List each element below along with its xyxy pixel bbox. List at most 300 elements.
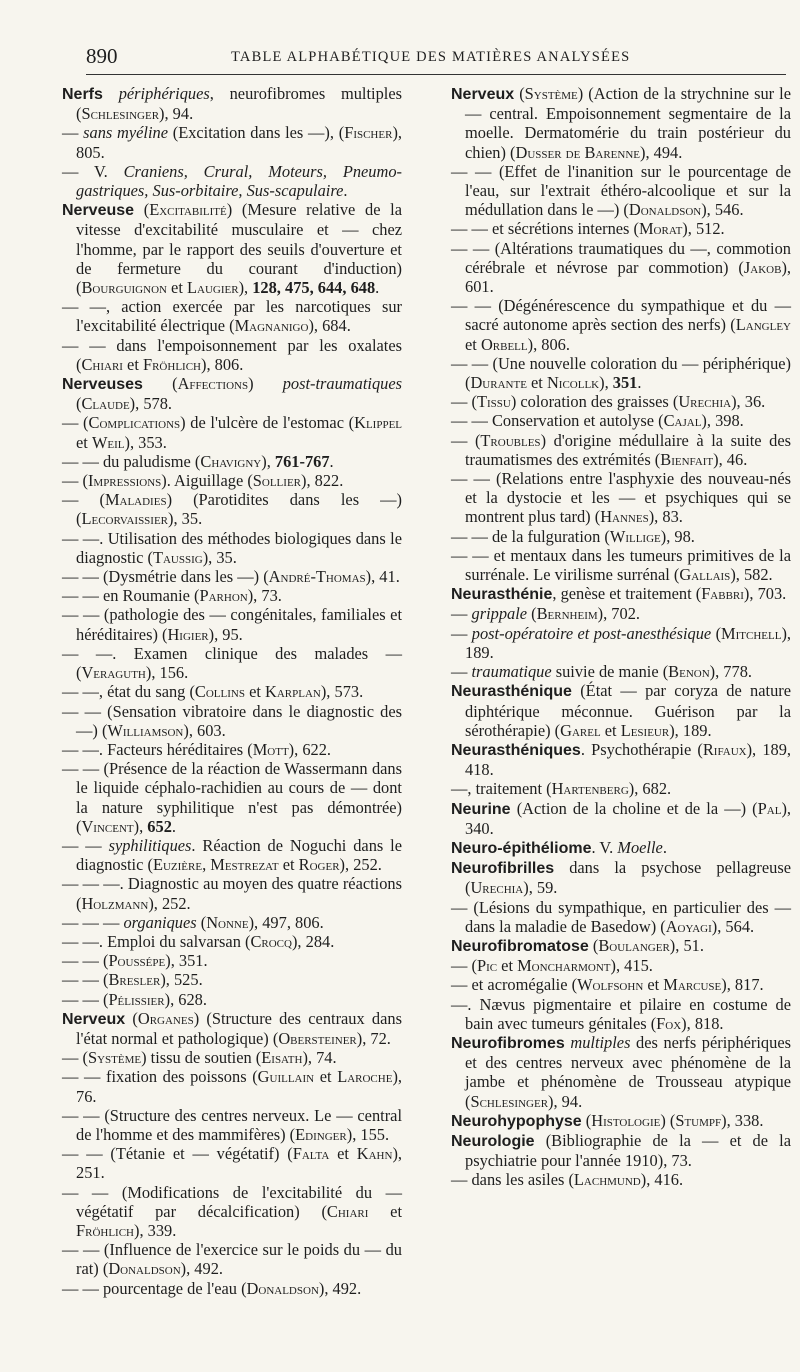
entry-text: ), 340.	[465, 798, 791, 838]
index-entry	[62, 490, 402, 528]
entry-text: — — (	[62, 989, 109, 1009]
entry-text: (Action de la choline et de la —) (	[510, 798, 758, 818]
author-name: Système	[87, 1048, 142, 1068]
author-name: Weil	[91, 432, 125, 452]
entry-text: ) coloration des graisses (	[510, 392, 679, 412]
entry-text: ) (Structure des centraux dans l'état normal et pathologique) (	[76, 1008, 402, 1048]
author-name: Moncharmont	[517, 956, 611, 976]
author-name: Higier	[167, 624, 209, 644]
entry-text: .	[329, 451, 334, 471]
entry-text: ,	[202, 855, 211, 875]
entry-text: ), 682.	[628, 779, 672, 799]
author-name: Hartenberg	[551, 779, 629, 799]
entry-text: et	[526, 373, 547, 393]
entry-headword: Neuro-épithéliome	[451, 839, 592, 857]
entry-text: (	[134, 200, 150, 220]
author-name: Excitabilité	[149, 200, 227, 220]
index-entry	[451, 740, 791, 779]
entry-text: — — —. Diagnostic au moyen des quatre réactions (	[62, 874, 402, 913]
entry-text: ), 546.	[701, 200, 744, 220]
entry-text: . Psychothérapie (	[580, 739, 703, 759]
entry-text: dans la psychose pellagreuse (	[465, 858, 791, 898]
entry-text: — — dans l'empoisonnement par les oxalates (	[62, 335, 402, 374]
author-name: Wolfsohn	[577, 975, 644, 995]
italic-term: syphilitiques	[108, 835, 192, 855]
entry-text: ), 59.	[523, 878, 558, 898]
index-column-left	[62, 84, 402, 1298]
index-entry	[62, 932, 402, 951]
entry-text: ), 35.	[202, 547, 237, 567]
entry-text: et	[465, 334, 481, 354]
author-name: Mott	[252, 739, 289, 759]
entry-text: ), 573.	[320, 682, 364, 702]
entry-text: — (	[62, 490, 105, 510]
entry-text: — — et sécrétions internes (	[451, 219, 639, 239]
index-entry	[451, 584, 791, 604]
author-name: Collins	[194, 682, 245, 702]
index-entry	[451, 838, 791, 858]
entry-text: ), 72.	[356, 1028, 391, 1048]
author-name: Kahn	[356, 1144, 393, 1164]
author-name: Gallais	[679, 565, 731, 585]
author-name: Chiari	[81, 354, 123, 374]
entry-text: ) de l'ulcère de l'estomac (	[180, 413, 355, 433]
index-entry	[451, 1033, 791, 1111]
index-entry	[451, 956, 791, 975]
entry-text: ), 46.	[713, 449, 748, 469]
entry-text: et	[329, 1144, 357, 1164]
entry-text: ), 338.	[721, 1110, 764, 1130]
entry-text: .	[662, 837, 667, 857]
entry-text: — —. Emploi du salvarsan (	[62, 931, 251, 951]
index-entry	[451, 975, 791, 994]
entry-text: (	[588, 935, 599, 955]
author-name: Fox	[656, 1013, 682, 1033]
entry-text: ), 806.	[527, 334, 570, 354]
entry-text: .	[375, 278, 380, 298]
entry-text: — (	[62, 1048, 88, 1068]
index-entry	[451, 1111, 791, 1131]
author-name: Fabbri	[701, 584, 744, 604]
index-entry	[451, 162, 791, 220]
index-entry	[62, 1144, 402, 1182]
author-name: Dusser de Barenne	[515, 142, 640, 162]
entry-text: (	[125, 1008, 138, 1028]
entry-text: — — (Dysmétrie dans les —) (	[62, 567, 269, 587]
index-entry	[62, 605, 402, 643]
index-entry	[62, 471, 402, 490]
author-name: Obersteiner	[278, 1028, 357, 1048]
index-entry	[451, 219, 791, 238]
author-name: Cajal	[663, 411, 702, 431]
author-name: Impressions	[87, 471, 162, 491]
author-name: Nicollk	[546, 373, 600, 393]
author-name: Bresler	[108, 970, 161, 990]
index-entry	[451, 858, 791, 897]
author-name: Donaldson	[628, 200, 702, 220]
entry-text: et	[314, 1067, 338, 1087]
index-entry	[62, 702, 402, 740]
entry-text: ), 822.	[301, 471, 344, 491]
author-name: Vincent	[81, 816, 134, 836]
author-name: Garel	[560, 720, 601, 740]
page-number: 890	[86, 44, 118, 68]
entry-text: ), 73.	[247, 586, 282, 606]
author-name: Williamson	[107, 720, 184, 740]
entry-text: ), 251.	[76, 1144, 403, 1183]
index-entry	[62, 452, 402, 471]
index-entry	[451, 84, 791, 162]
entry-text: ), 622.	[288, 739, 332, 759]
author-name: Pic	[476, 956, 498, 976]
entry-headword: Neurofibromatose	[451, 937, 589, 955]
entry-text: )	[248, 374, 283, 394]
entry-text: suivie de manie (	[551, 662, 669, 682]
italic-term: Craniens, Crural, Moteurs, Pneumo-gastriques, Sus-orbitaire, Sus-scapulaire	[76, 161, 402, 201]
index-entry	[62, 836, 402, 874]
entry-text: ) (Action de la strychnine sur le — central. Empoisonnement segmentaire de la moelle. Dermatomérie du train postérieur du chien) (	[465, 84, 791, 162]
italic-term: grippale	[471, 604, 528, 624]
bold-pages: 761-767	[274, 451, 330, 471]
entry-text: — — (	[62, 970, 109, 990]
author-name: Bernheim	[536, 604, 598, 624]
author-name: Laroche	[337, 1067, 393, 1087]
author-name: Chavigny	[200, 451, 262, 471]
entry-text: ), 51.	[669, 935, 704, 955]
entry-text: — — pourcentage de l'eau (	[62, 1278, 247, 1298]
author-name: Durante	[470, 373, 527, 393]
author-name: Willige	[609, 526, 661, 546]
author-name: Taussig	[152, 547, 203, 567]
entry-text: — —, action exercée par les narcotiques sur l'excitabilité électrique (	[62, 297, 402, 336]
author-name: Claude	[81, 394, 130, 414]
entry-text: ), 189.	[669, 720, 712, 740]
index-entry	[62, 586, 402, 605]
index-entry	[451, 624, 791, 662]
author-name: Pélissier	[108, 989, 165, 1009]
entry-text: ), 492.	[318, 1278, 362, 1298]
entry-text: — (	[451, 392, 477, 412]
entry-text: ),	[133, 816, 148, 836]
entry-text: ), 492.	[180, 1259, 223, 1279]
entry-text: et	[368, 1201, 402, 1221]
bold-pages: 652	[147, 816, 172, 836]
author-name: Holzmann	[81, 893, 149, 913]
entry-text: ), 578.	[129, 394, 173, 414]
index-entry	[451, 681, 791, 740]
italic-term: post-traumatiques	[282, 374, 402, 394]
index-entry	[451, 392, 791, 411]
entry-text: ), 415.	[610, 956, 653, 976]
author-name: Affections	[177, 374, 249, 394]
header-rule	[86, 74, 786, 75]
entry-headword: Neurasthéniques	[451, 741, 581, 759]
entry-text: ), 252.	[148, 893, 191, 913]
entry-text: et	[600, 720, 621, 740]
entry-text: ) tissu de soutien (	[141, 1048, 262, 1068]
bold-pages: 128, 475, 644, 648	[252, 278, 376, 298]
author-name: Troubles	[480, 430, 541, 450]
entry-text: — — (Dégénérescence du sympathique et du — sacré autonome après section des nerfs) (	[451, 296, 791, 335]
author-name: Complications	[88, 413, 181, 433]
entry-text: ), 76.	[76, 1067, 402, 1106]
index-entry	[62, 1067, 402, 1105]
entry-text: — — Conservation et autolyse (	[451, 411, 664, 431]
index-entry	[62, 913, 402, 932]
author-name: Schlesinger	[470, 1091, 549, 1111]
entry-text: — (	[451, 430, 481, 450]
author-name: Boulanger	[598, 935, 670, 955]
index-entry	[62, 1240, 402, 1278]
entry-text	[103, 84, 119, 103]
index-entry	[62, 1183, 402, 1241]
entry-text: et	[166, 278, 187, 298]
index-entry	[62, 123, 402, 161]
author-name: Bourguignon	[81, 278, 167, 298]
entry-text: ),	[261, 451, 275, 471]
entry-text: ), 94.	[159, 104, 194, 124]
entry-text: — et acromégalie (	[451, 975, 578, 995]
author-name: Tissu	[476, 392, 511, 412]
entry-text: et	[76, 432, 92, 452]
running-title: TABLE ALPHABÉTIQUE DES MATIÈRES ANALYSÉES	[231, 49, 631, 65]
index-entry	[62, 644, 402, 682]
entry-text: — — —	[62, 912, 124, 932]
italic-term: organiques	[123, 912, 197, 932]
entry-text: — — du paludisme (	[62, 451, 201, 471]
index-entry	[62, 1279, 402, 1298]
entry-text: ), 702.	[597, 604, 640, 624]
author-name: Guillain	[257, 1067, 315, 1087]
entry-text: ), 189, 418.	[465, 739, 792, 780]
entry-headword: Neurologie	[451, 1132, 535, 1150]
entry-text: ). Aiguillage (	[161, 471, 253, 491]
author-name: Laugier	[186, 278, 239, 298]
index-entry	[62, 162, 402, 200]
author-name: Mitchell	[721, 623, 782, 643]
entry-text: , genèse et traitement (	[552, 584, 702, 604]
author-name: Urechia	[470, 878, 524, 898]
italic-term: post-opératoire et post-anesthésique	[471, 623, 712, 643]
author-name: Système	[524, 84, 578, 103]
entry-text: ), 252.	[339, 855, 382, 875]
author-name: Marcuse	[663, 975, 722, 995]
entry-text: — — (Sensation vibratoire dans le diagnostic des —) (	[62, 701, 402, 740]
index-entry	[62, 413, 402, 451]
entry-text: ), 284.	[291, 931, 335, 951]
entry-text: — —. Examen clinique des malades — (	[62, 643, 402, 683]
entry-text: ), 582.	[730, 565, 773, 585]
entry-headword: Nerveuses	[62, 376, 143, 394]
entry-text: ), 35.	[168, 509, 203, 529]
entry-text: ), 818.	[681, 1013, 724, 1033]
entry-headword: Nerveux	[451, 86, 515, 103]
entry-text: — —. Utilisation des méthodes biologiques dans le diagnostic (	[62, 528, 402, 567]
author-name: Fröhlich	[76, 1220, 135, 1240]
author-name: Nonne	[206, 912, 249, 932]
entry-text: .	[343, 181, 348, 201]
author-name: Histologie	[591, 1110, 661, 1130]
entry-text: ) (	[660, 1110, 676, 1130]
entry-headword: Neurofibromes	[451, 1034, 565, 1052]
italic-term: traumatique	[471, 662, 552, 682]
author-name: Organes	[137, 1008, 194, 1028]
entry-headword: Neurine	[451, 800, 511, 818]
index-entry	[62, 874, 402, 912]
author-name: Fischer	[344, 123, 393, 143]
entry-text: — —, état du sang (	[62, 682, 195, 702]
author-name: Bienfait	[660, 449, 714, 469]
index-entry	[451, 1131, 791, 1170]
entry-text: (	[711, 623, 722, 643]
index-entry	[451, 296, 791, 354]
entry-text: ), 806.	[201, 354, 244, 374]
entry-text: ) (Mesure relative de la vitesse d'excitabilité musculaire et — chez l'homme, par le rapport des seuils d'ouverture et de fermeture du courant d'induction) (	[76, 200, 402, 298]
author-name: Lachmund	[573, 1170, 641, 1190]
author-name: Crocq	[250, 931, 292, 951]
italic-term: sans myéline	[83, 123, 168, 143]
page-header	[86, 44, 786, 70]
entry-text: ),	[238, 278, 253, 298]
index-entry	[62, 1106, 402, 1144]
author-name: Veraguth	[81, 663, 146, 683]
index-entry	[451, 662, 791, 681]
entry-text: (Excitation dans les —), (	[168, 123, 345, 143]
author-name: Roger	[298, 855, 340, 875]
author-name: Sollier	[252, 471, 301, 491]
author-name: Hannes	[600, 507, 649, 527]
author-name: Edinger	[295, 1124, 347, 1144]
entry-text: des nerfs périphériques et des centres nerveux avec phénomène de la jambe et phénomène de Trousseau atypique (	[465, 1032, 791, 1111]
author-name: Falta	[292, 1144, 330, 1164]
index-entry	[451, 898, 791, 936]
index-entry	[451, 936, 791, 956]
author-name: Magnanigo	[234, 316, 309, 336]
entry-text: — — (Influence de l'exercice sur le poids du — du rat) (	[62, 1240, 402, 1279]
entry-text: ), 41.	[365, 567, 400, 587]
author-name: Lecorvaissier	[81, 509, 169, 529]
entry-text: ), 684.	[308, 316, 351, 336]
index-entry	[451, 527, 791, 546]
entry-text: (	[196, 912, 207, 932]
entry-text: —	[451, 604, 472, 624]
index-entry	[62, 1048, 402, 1067]
entry-text: ), 353.	[124, 432, 167, 452]
author-name: Rifaux	[702, 739, 747, 759]
entry-text: et	[122, 354, 143, 374]
entry-text: — (	[451, 956, 477, 976]
author-name: André-Thomas	[268, 567, 366, 587]
entry-text: ), 817.	[721, 975, 764, 995]
entry-text: — — de la fulguration (	[451, 526, 610, 546]
author-name: Donaldson	[246, 1278, 319, 1298]
entry-text: ), 416.	[640, 1170, 684, 1190]
index-entry	[451, 239, 791, 297]
author-name: Orbell	[480, 334, 528, 354]
author-name: Stumpf	[675, 1110, 722, 1130]
index-entry	[451, 995, 791, 1033]
author-name: Aoyagi	[665, 916, 712, 936]
entry-text: ), 398.	[701, 411, 744, 431]
entry-text: — (Lésions du sympathique, en particulier des — dans la maladie de Basedow) (	[451, 897, 791, 936]
index-entry	[451, 354, 791, 392]
entry-text: et	[244, 682, 265, 702]
entry-text: (Bibliographie de la — et de la psychiatrie pour l'année 1910), 73.	[465, 1130, 791, 1171]
author-name: Maladies	[104, 490, 167, 510]
index-entry	[62, 336, 402, 374]
author-name: Pal	[757, 798, 782, 818]
index-entry	[62, 682, 402, 701]
author-name: Fröhlich	[142, 354, 201, 374]
entry-text: —	[62, 123, 84, 143]
author-name: Schlesinger	[81, 104, 160, 124]
entry-text: . V.	[591, 837, 618, 857]
index-entry	[451, 604, 791, 623]
index-entry	[451, 799, 791, 838]
entry-text: — — (Relations entre l'asphyxie des nouveau-nés et la dystocie et les — et psychiques qui se montrent plus tard) (	[451, 469, 791, 527]
index-entry	[62, 374, 402, 413]
author-name: Morat	[638, 219, 683, 239]
entry-text: ), 525.	[160, 970, 203, 990]
italic-term: Moelle	[617, 837, 663, 857]
entry-text: (	[142, 374, 178, 394]
entry-headword: Neurohypophyse	[451, 1112, 582, 1130]
index-entry	[62, 567, 402, 586]
entry-text: — — (Une nouvelle coloration du — périphérique) (	[451, 353, 791, 393]
entry-text: — — en Roumanie (	[62, 586, 200, 606]
author-name: Poussépe	[108, 951, 166, 971]
entry-text: — — (Présence de la réaction de Wassermann dans le liquide céphalo-rachidien au cours de — dont la nature syphilitique n'est pas démontrée) (	[62, 759, 402, 836]
entry-text: ), 497, 806.	[248, 912, 324, 932]
entry-headword: Nerfs	[62, 86, 103, 103]
entry-headword: Nerveux	[62, 1010, 126, 1028]
entry-headword: Neurofibrilles	[451, 860, 555, 878]
entry-text: — dans les asiles (	[451, 1170, 574, 1190]
entry-text: — — (Modifications de l'excitabilité du — végétatif par décalcification) (	[62, 1182, 402, 1221]
entry-text: ), 703.	[743, 584, 787, 604]
author-name: Euzière	[152, 855, 203, 875]
entry-text: ), 83.	[648, 507, 683, 527]
entry-text: ), 628.	[164, 989, 207, 1009]
entry-text: (État — par coryza de nature diphtérique méconnue. Guérison par la sérothérapie) (	[465, 681, 791, 740]
entry-text: — — (Altérations traumatiques du —, commotion cérébrale et névrose par commotion) (	[451, 238, 791, 277]
entry-text: ), 189.	[465, 623, 791, 662]
entry-text: ), 95.	[208, 624, 243, 644]
entry-text: ), 512.	[682, 219, 725, 239]
index-entry	[62, 297, 402, 335]
author-name: Langley	[735, 315, 791, 335]
entry-headword: Neurasthénie	[451, 586, 553, 604]
index-entry	[62, 951, 402, 970]
author-name: Parhon	[199, 586, 248, 606]
entry-text: ), 564.	[711, 916, 755, 936]
entry-text: — (	[62, 413, 89, 433]
entry-text: ), 155.	[346, 1124, 390, 1144]
entry-text: ), 601.	[465, 257, 791, 297]
entry-text: .	[171, 816, 176, 836]
author-name: Benon	[668, 662, 710, 682]
index-entry	[62, 740, 402, 759]
entry-text: ), 36.	[731, 392, 766, 412]
italic-term: périphériques	[118, 84, 210, 103]
index-entry	[62, 200, 402, 297]
author-name: Lesieur	[620, 720, 670, 740]
entry-text: et	[643, 975, 664, 995]
entry-text: (	[527, 604, 537, 624]
index-entry	[451, 546, 791, 584]
index-entry	[451, 1170, 791, 1189]
entry-text: — — (Structure des centres nerveux. Le — central de l'homme et des mammifères) (	[62, 1105, 402, 1144]
